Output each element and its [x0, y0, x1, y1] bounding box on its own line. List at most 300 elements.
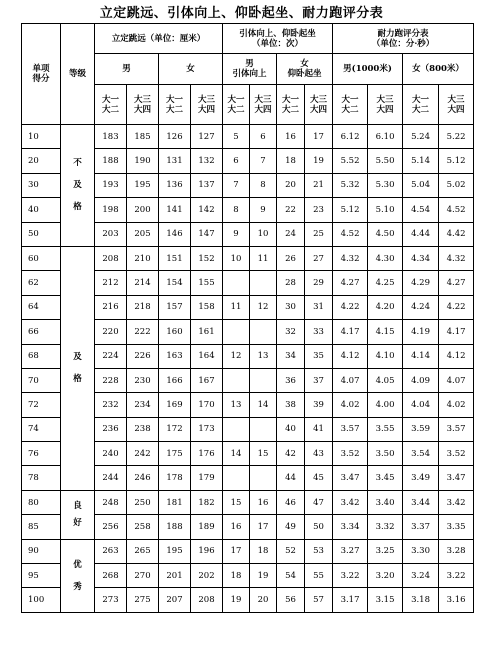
- run-male-y12-cell: 4.52: [333, 222, 368, 246]
- grade-excellent-label: 优秀: [73, 559, 82, 592]
- run-male-y34-cell: 3.15: [368, 588, 403, 612]
- pullup-y34-cell: 14: [250, 393, 277, 417]
- run-female-y34-cell: 4.27: [439, 271, 474, 295]
- situp-y34-cell: 29: [305, 271, 333, 295]
- header-year-34: 大三大四: [127, 85, 159, 125]
- jump-female-y12-cell: 151: [159, 246, 191, 270]
- jump-male-y34-cell: 242: [127, 442, 159, 466]
- score-cell: 76: [22, 442, 61, 466]
- jump-female-y34-cell: 158: [191, 295, 223, 319]
- run-male-y12-cell: 4.32: [333, 246, 368, 270]
- situp-y12-cell: 18: [277, 149, 305, 173]
- situp-y34-cell: 37: [305, 368, 333, 392]
- run-female-y12-cell: 3.59: [403, 417, 439, 441]
- situp-y34-cell: 23: [305, 198, 333, 222]
- header-jump-female: 女: [159, 54, 223, 85]
- run-male-y34-cell: 4.10: [368, 344, 403, 368]
- jump-male-y12-cell: 268: [95, 564, 127, 588]
- pullup-y12-cell: 8: [223, 198, 250, 222]
- jump-female-y12-cell: 131: [159, 149, 191, 173]
- header-jump-male: 男: [95, 54, 159, 85]
- run-male-y34-cell: 4.00: [368, 393, 403, 417]
- run-female-y12-cell: 3.44: [403, 490, 439, 514]
- jump-female-y12-cell: 141: [159, 198, 191, 222]
- pullup-y34-cell: [250, 466, 277, 490]
- situp-y12-cell: 46: [277, 490, 305, 514]
- table-row: [22, 125, 474, 149]
- run-female-y34-cell: 4.02: [439, 393, 474, 417]
- score-cell: 80: [22, 490, 61, 514]
- run-male-y34-cell: 6.10: [368, 125, 403, 149]
- situp-y12-cell: 24: [277, 222, 305, 246]
- pullup-y34-cell: 20: [250, 588, 277, 612]
- run-male-y12-cell: 4.27: [333, 271, 368, 295]
- jump-female-y12-cell: 172: [159, 417, 191, 441]
- jump-male-y34-cell: 222: [127, 320, 159, 344]
- jump-male-y12-cell: 212: [95, 271, 127, 295]
- jump-female-y34-cell: 176: [191, 442, 223, 466]
- jump-female-y34-cell: 132: [191, 149, 223, 173]
- score-cell: 78: [22, 466, 61, 490]
- header-single-score: 单项得分: [22, 24, 61, 125]
- header-grade: 等级: [61, 24, 95, 125]
- run-male-y12-cell: 3.42: [333, 490, 368, 514]
- situp-y34-cell: 25: [305, 222, 333, 246]
- situp-y12-cell: 40: [277, 417, 305, 441]
- run-female-y12-cell: 3.49: [403, 466, 439, 490]
- run-male-y12-cell: 4.07: [333, 368, 368, 392]
- header-year-12: 大一大二: [159, 85, 191, 125]
- pullup-y12-cell: 12: [223, 344, 250, 368]
- jump-male-y12-cell: 232: [95, 393, 127, 417]
- jump-male-y12-cell: 236: [95, 417, 127, 441]
- jump-male-y34-cell: 238: [127, 417, 159, 441]
- jump-male-y34-cell: 218: [127, 295, 159, 319]
- run-female-y34-cell: 5.12: [439, 149, 474, 173]
- table-row: [22, 539, 474, 563]
- situp-y34-cell: 35: [305, 344, 333, 368]
- run-male-y34-cell: 4.20: [368, 295, 403, 319]
- jump-female-y12-cell: 207: [159, 588, 191, 612]
- run-female-y34-cell: 3.16: [439, 588, 474, 612]
- situp-y12-cell: 22: [277, 198, 305, 222]
- run-female-y34-cell: 3.52: [439, 442, 474, 466]
- run-male-y12-cell: 5.52: [333, 149, 368, 173]
- header-year-34: 大三大四: [250, 85, 277, 125]
- jump-male-y12-cell: 240: [95, 442, 127, 466]
- header-pullup-situp-title: 引体向上、仰卧起坐: [239, 28, 316, 39]
- pullup-y34-cell: 10: [250, 222, 277, 246]
- jump-female-y34-cell: 152: [191, 246, 223, 270]
- jump-female-y34-cell: 196: [191, 539, 223, 563]
- jump-male-y34-cell: 210: [127, 246, 159, 270]
- jump-male-y12-cell: 256: [95, 515, 127, 539]
- score-cell: 40: [22, 198, 61, 222]
- run-male-y12-cell: 4.02: [333, 393, 368, 417]
- score-cell: 100: [22, 588, 61, 612]
- run-female-y34-cell: 4.32: [439, 246, 474, 270]
- situp-y34-cell: 43: [305, 442, 333, 466]
- pullup-y12-cell: [223, 417, 250, 441]
- pullup-y34-cell: 13: [250, 344, 277, 368]
- run-female-y12-cell: 3.54: [403, 442, 439, 466]
- jump-male-y12-cell: 183: [95, 125, 127, 149]
- jump-female-y12-cell: 169: [159, 393, 191, 417]
- grade-pass-label: 及格: [73, 352, 82, 385]
- jump-female-y34-cell: 202: [191, 564, 223, 588]
- run-female-y34-cell: 4.07: [439, 368, 474, 392]
- jump-female-y34-cell: 147: [191, 222, 223, 246]
- score-cell: 85: [22, 515, 61, 539]
- run-female-y12-cell: 4.24: [403, 295, 439, 319]
- score-cell: 50: [22, 222, 61, 246]
- run-male-y34-cell: 4.30: [368, 246, 403, 270]
- situp-y12-cell: 34: [277, 344, 305, 368]
- pullup-y34-cell: 18: [250, 539, 277, 563]
- situp-y12-cell: 36: [277, 368, 305, 392]
- run-female-y34-cell: 4.17: [439, 320, 474, 344]
- score-cell: 74: [22, 417, 61, 441]
- situp-y12-cell: 26: [277, 246, 305, 270]
- pullup-y34-cell: 19: [250, 564, 277, 588]
- jump-female-y12-cell: 163: [159, 344, 191, 368]
- score-cell: 62: [22, 271, 61, 295]
- situp-y12-cell: 44: [277, 466, 305, 490]
- run-male-y34-cell: 5.50: [368, 149, 403, 173]
- pullup-y12-cell: 11: [223, 295, 250, 319]
- run-female-y34-cell: 3.22: [439, 564, 474, 588]
- run-male-y34-cell: 3.20: [368, 564, 403, 588]
- jump-male-y12-cell: 244: [95, 466, 127, 490]
- header-year-34: 大三大四: [368, 85, 403, 125]
- situp-y12-cell: 49: [277, 515, 305, 539]
- run-female-y34-cell: 4.52: [439, 198, 474, 222]
- pullup-y34-cell: 11: [250, 246, 277, 270]
- pullup-y12-cell: 7: [223, 173, 250, 197]
- run-male-y12-cell: 3.52: [333, 442, 368, 466]
- jump-male-y12-cell: 208: [95, 246, 127, 270]
- run-male-y12-cell: 3.27: [333, 539, 368, 563]
- pullup-y34-cell: [250, 417, 277, 441]
- pullup-y12-cell: [223, 271, 250, 295]
- score-cell: 70: [22, 368, 61, 392]
- score-cell: 10: [22, 125, 61, 149]
- jump-male-y12-cell: 216: [95, 295, 127, 319]
- run-female-y34-cell: 3.42: [439, 490, 474, 514]
- situp-y34-cell: 39: [305, 393, 333, 417]
- run-male-y12-cell: 3.22: [333, 564, 368, 588]
- jump-male-y12-cell: 220: [95, 320, 127, 344]
- grade-pass: [61, 246, 95, 490]
- grade-good-label: 良好: [73, 500, 82, 528]
- jump-male-y34-cell: 234: [127, 393, 159, 417]
- jump-female-y12-cell: 181: [159, 490, 191, 514]
- run-male-y12-cell: 3.47: [333, 466, 368, 490]
- run-male-y12-cell: 4.22: [333, 295, 368, 319]
- jump-female-y34-cell: 142: [191, 198, 223, 222]
- run-male-y12-cell: 6.12: [333, 125, 368, 149]
- jump-male-y34-cell: 195: [127, 173, 159, 197]
- jump-male-y34-cell: 275: [127, 588, 159, 612]
- page-title: 立定跳远、引体向上、仰卧起坐、耐力跑评分表: [99, 6, 384, 21]
- run-male-y34-cell: 4.15: [368, 320, 403, 344]
- jump-female-y12-cell: 154: [159, 271, 191, 295]
- situp-y12-cell: 42: [277, 442, 305, 466]
- run-female-y12-cell: 4.09: [403, 368, 439, 392]
- situp-y34-cell: 27: [305, 246, 333, 270]
- pullup-y34-cell: 8: [250, 173, 277, 197]
- situp-y12-cell: 16: [277, 125, 305, 149]
- header-situp-label: 仰卧起坐: [287, 69, 322, 79]
- header-situp-female: [277, 54, 333, 85]
- run-female-y12-cell: 4.19: [403, 320, 439, 344]
- score-cell: 60: [22, 246, 61, 270]
- header-year-12: 大一大二: [333, 85, 368, 125]
- situp-y12-cell: 38: [277, 393, 305, 417]
- header-pullup-situp-unit: （单位：次）: [252, 38, 304, 49]
- run-female-y12-cell: 4.34: [403, 246, 439, 270]
- jump-male-y12-cell: 193: [95, 173, 127, 197]
- jump-male-y34-cell: 185: [127, 125, 159, 149]
- score-cell: 66: [22, 320, 61, 344]
- jump-female-y34-cell: 155: [191, 271, 223, 295]
- jump-female-y12-cell: 175: [159, 442, 191, 466]
- pullup-y12-cell: 9: [223, 222, 250, 246]
- jump-male-y12-cell: 224: [95, 344, 127, 368]
- run-male-y34-cell: 3.25: [368, 539, 403, 563]
- pullup-y12-cell: 5: [223, 125, 250, 149]
- jump-female-y34-cell: 208: [191, 588, 223, 612]
- jump-female-y34-cell: 170: [191, 393, 223, 417]
- jump-female-y34-cell: 179: [191, 466, 223, 490]
- pullup-y12-cell: [223, 368, 250, 392]
- run-male-y34-cell: 4.05: [368, 368, 403, 392]
- pullup-y34-cell: [250, 368, 277, 392]
- jump-male-y34-cell: 270: [127, 564, 159, 588]
- jump-female-y34-cell: 137: [191, 173, 223, 197]
- jump-male-y34-cell: 265: [127, 539, 159, 563]
- situp-y34-cell: 55: [305, 564, 333, 588]
- table-body: [22, 125, 474, 613]
- run-female-y34-cell: 4.12: [439, 344, 474, 368]
- run-female-y12-cell: 4.04: [403, 393, 439, 417]
- run-female-y34-cell: 5.22: [439, 125, 474, 149]
- table-row: [22, 246, 474, 270]
- run-female-y12-cell: 3.37: [403, 515, 439, 539]
- jump-male-y34-cell: 230: [127, 368, 159, 392]
- pullup-y12-cell: 16: [223, 515, 250, 539]
- jump-female-y34-cell: 167: [191, 368, 223, 392]
- jump-male-y12-cell: 188: [95, 149, 127, 173]
- run-male-y34-cell: 3.40: [368, 490, 403, 514]
- pullup-y12-cell: [223, 320, 250, 344]
- score-table: [21, 23, 474, 613]
- situp-y12-cell: 28: [277, 271, 305, 295]
- run-male-y12-cell: 5.12: [333, 198, 368, 222]
- jump-female-y12-cell: 178: [159, 466, 191, 490]
- pullup-y34-cell: 6: [250, 125, 277, 149]
- jump-male-y12-cell: 198: [95, 198, 127, 222]
- pullup-y12-cell: 10: [223, 246, 250, 270]
- jump-female-y34-cell: 161: [191, 320, 223, 344]
- jump-male-y34-cell: 226: [127, 344, 159, 368]
- score-cell: 20: [22, 149, 61, 173]
- run-male-y34-cell: 4.25: [368, 271, 403, 295]
- score-cell: 68: [22, 344, 61, 368]
- header-endurance-run-unit: （单位：分·秒）: [371, 38, 435, 49]
- jump-male-y12-cell: 273: [95, 588, 127, 612]
- situp-y34-cell: 47: [305, 490, 333, 514]
- run-female-y34-cell: 3.28: [439, 539, 474, 563]
- jump-male-y34-cell: 205: [127, 222, 159, 246]
- run-female-y12-cell: 5.14: [403, 149, 439, 173]
- run-female-y34-cell: 4.22: [439, 295, 474, 319]
- run-female-y12-cell: 3.24: [403, 564, 439, 588]
- header-pullup-situp: [223, 24, 333, 54]
- jump-female-y34-cell: 189: [191, 515, 223, 539]
- run-female-y34-cell: 3.57: [439, 417, 474, 441]
- pullup-y34-cell: 16: [250, 490, 277, 514]
- pullup-y12-cell: 19: [223, 588, 250, 612]
- pullup-y34-cell: 12: [250, 295, 277, 319]
- situp-y34-cell: 21: [305, 173, 333, 197]
- header-standing-jump: 立定跳远（单位：厘米）: [95, 24, 223, 54]
- run-male-y34-cell: 3.55: [368, 417, 403, 441]
- run-female-y34-cell: 3.47: [439, 466, 474, 490]
- situp-y34-cell: 41: [305, 417, 333, 441]
- grade-excellent: [61, 539, 95, 612]
- pullup-y12-cell: 17: [223, 539, 250, 563]
- run-male-y12-cell: 4.17: [333, 320, 368, 344]
- header-year-34: 大三大四: [191, 85, 223, 125]
- jump-female-y12-cell: 201: [159, 564, 191, 588]
- jump-female-y12-cell: 160: [159, 320, 191, 344]
- run-female-y12-cell: 4.14: [403, 344, 439, 368]
- jump-female-y34-cell: 182: [191, 490, 223, 514]
- situp-y34-cell: 31: [305, 295, 333, 319]
- score-cell: 64: [22, 295, 61, 319]
- jump-female-y12-cell: 146: [159, 222, 191, 246]
- pullup-y12-cell: 13: [223, 393, 250, 417]
- run-male-y12-cell: 5.32: [333, 173, 368, 197]
- situp-y34-cell: 33: [305, 320, 333, 344]
- run-male-y12-cell: 3.57: [333, 417, 368, 441]
- run-male-y34-cell: 4.50: [368, 222, 403, 246]
- run-female-y12-cell: 4.29: [403, 271, 439, 295]
- pullup-y34-cell: 7: [250, 149, 277, 173]
- header-year-12: 大一大二: [403, 85, 439, 125]
- pullup-y34-cell: 9: [250, 198, 277, 222]
- run-female-y12-cell: 4.54: [403, 198, 439, 222]
- header-pullup-male: [223, 54, 277, 85]
- jump-female-y12-cell: 188: [159, 515, 191, 539]
- score-cell: 90: [22, 539, 61, 563]
- pullup-y12-cell: 14: [223, 442, 250, 466]
- situp-y34-cell: 17: [305, 125, 333, 149]
- run-female-y12-cell: 5.04: [403, 173, 439, 197]
- situp-y12-cell: 20: [277, 173, 305, 197]
- table-row: [22, 490, 474, 514]
- header-run-male: 男(1000米): [333, 54, 403, 85]
- jump-female-y34-cell: 173: [191, 417, 223, 441]
- run-male-y12-cell: 3.34: [333, 515, 368, 539]
- situp-y34-cell: 50: [305, 515, 333, 539]
- situp-y34-cell: 53: [305, 539, 333, 563]
- situp-y12-cell: 54: [277, 564, 305, 588]
- run-female-y12-cell: 3.18: [403, 588, 439, 612]
- header-pullup-male-label: 男: [245, 59, 254, 69]
- pullup-y34-cell: [250, 271, 277, 295]
- run-female-y34-cell: 5.02: [439, 173, 474, 197]
- run-female-y12-cell: 4.44: [403, 222, 439, 246]
- header-year-34: 大三大四: [305, 85, 333, 125]
- header-year-12: 大一大二: [95, 85, 127, 125]
- jump-male-y34-cell: 200: [127, 198, 159, 222]
- situp-y12-cell: 30: [277, 295, 305, 319]
- pullup-y12-cell: 15: [223, 490, 250, 514]
- situp-y12-cell: 56: [277, 588, 305, 612]
- jump-female-y34-cell: 127: [191, 125, 223, 149]
- jump-male-y34-cell: 258: [127, 515, 159, 539]
- pullup-y12-cell: 6: [223, 149, 250, 173]
- header-pullup-label: 引体向上: [232, 69, 267, 79]
- header-endurance-run-title: 耐力跑评分表: [377, 28, 429, 39]
- pullup-y12-cell: [223, 466, 250, 490]
- run-male-y34-cell: 5.30: [368, 173, 403, 197]
- jump-male-y34-cell: 190: [127, 149, 159, 173]
- situp-y34-cell: 45: [305, 466, 333, 490]
- jump-female-y34-cell: 164: [191, 344, 223, 368]
- header-year-12: 大一大二: [223, 85, 250, 125]
- situp-y34-cell: 57: [305, 588, 333, 612]
- pullup-y34-cell: 15: [250, 442, 277, 466]
- run-male-y12-cell: 3.17: [333, 588, 368, 612]
- header-year-34: 大三大四: [439, 85, 474, 125]
- run-female-y12-cell: 5.24: [403, 125, 439, 149]
- jump-female-y12-cell: 136: [159, 173, 191, 197]
- situp-y34-cell: 19: [305, 149, 333, 173]
- header-situp-female-label: 女: [300, 59, 309, 69]
- jump-female-y12-cell: 166: [159, 368, 191, 392]
- grade-good: [61, 490, 95, 539]
- run-female-y34-cell: 3.35: [439, 515, 474, 539]
- jump-male-y12-cell: 248: [95, 490, 127, 514]
- jump-male-y12-cell: 203: [95, 222, 127, 246]
- pullup-y34-cell: [250, 320, 277, 344]
- run-female-y12-cell: 3.30: [403, 539, 439, 563]
- jump-female-y12-cell: 195: [159, 539, 191, 563]
- run-male-y34-cell: 5.10: [368, 198, 403, 222]
- pullup-y12-cell: 18: [223, 564, 250, 588]
- header-run-female: 女（800米）: [403, 54, 474, 85]
- jump-male-y12-cell: 228: [95, 368, 127, 392]
- score-cell: 72: [22, 393, 61, 417]
- header-year-12: 大一大二: [277, 85, 305, 125]
- jump-male-y12-cell: 263: [95, 539, 127, 563]
- run-male-y34-cell: 3.50: [368, 442, 403, 466]
- table-header: [22, 24, 474, 125]
- jump-female-y12-cell: 126: [159, 125, 191, 149]
- situp-y12-cell: 52: [277, 539, 305, 563]
- jump-male-y34-cell: 246: [127, 466, 159, 490]
- grade-fail-label: 不及格: [73, 158, 82, 213]
- run-male-y34-cell: 3.32: [368, 515, 403, 539]
- run-male-y34-cell: 3.45: [368, 466, 403, 490]
- jump-male-y34-cell: 250: [127, 490, 159, 514]
- header-endurance-run: [333, 24, 474, 54]
- situp-y12-cell: 32: [277, 320, 305, 344]
- run-female-y34-cell: 4.42: [439, 222, 474, 246]
